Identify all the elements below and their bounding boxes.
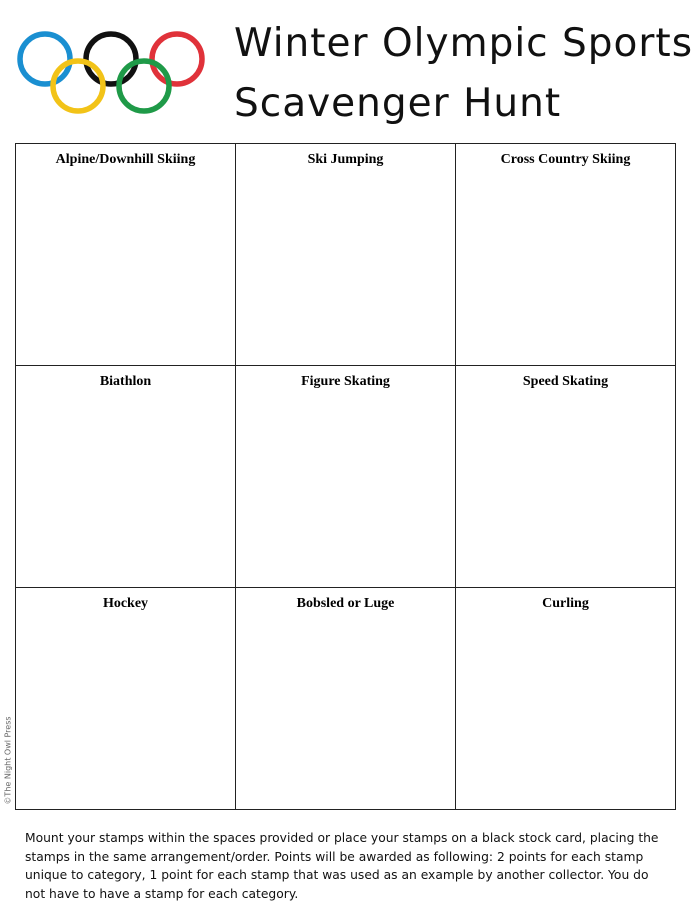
grid-cell-speed-skating <box>456 366 676 588</box>
grid-row <box>16 588 676 810</box>
grid-cell-hockey <box>16 588 236 810</box>
cell-label: Curling <box>542 596 589 611</box>
ring-yellow <box>53 61 103 111</box>
grid-cell-curling <box>456 588 676 810</box>
instructions-text: Mount your stamps within the spaces provided or place your stamps on a black stock card, placing the stamps in the same arrangement/order. Points will be awarded as following: 2 points for each stamp unique to category, 1 point for each stamp that was used as an example by another collector. You do not have to have a stamp for each category. <box>25 831 659 901</box>
ring-blue <box>20 34 70 84</box>
ring-red <box>152 34 202 84</box>
cell-label: Alpine/Downhill Skiing <box>55 152 196 167</box>
grid-cell-alpine-skiing <box>16 144 236 366</box>
ring-green <box>119 61 169 111</box>
grid-cell-bobsled-luge <box>236 588 456 810</box>
cell-label: Figure Skating <box>301 374 390 389</box>
title-line-1: Winter Olympic Sports <box>234 21 694 66</box>
title-line-2: Scavenger Hunt <box>234 81 562 126</box>
cell-label: Ski Jumping <box>307 152 384 167</box>
ring-black <box>86 34 136 84</box>
stamp-grid <box>15 143 676 810</box>
page-title <box>234 14 694 134</box>
grid-cell-ski-jumping <box>236 144 456 366</box>
cell-label: Cross Country Skiing <box>500 152 631 167</box>
grid-cell-cross-country-skiing <box>456 144 676 366</box>
cell-label: Speed Skating <box>522 374 609 389</box>
cell-label: Biathlon <box>99 374 152 389</box>
grid-cell-biathlon <box>16 366 236 588</box>
olympic-rings-icon <box>14 28 208 120</box>
cell-label: Bobsled or Luge <box>296 596 395 611</box>
grid-row <box>16 366 676 588</box>
cell-label: Hockey <box>102 596 149 611</box>
grid-row <box>16 144 676 366</box>
grid-cell-figure-skating <box>236 366 456 588</box>
copyright-credit: ©The Night Owl Press <box>3 716 13 805</box>
